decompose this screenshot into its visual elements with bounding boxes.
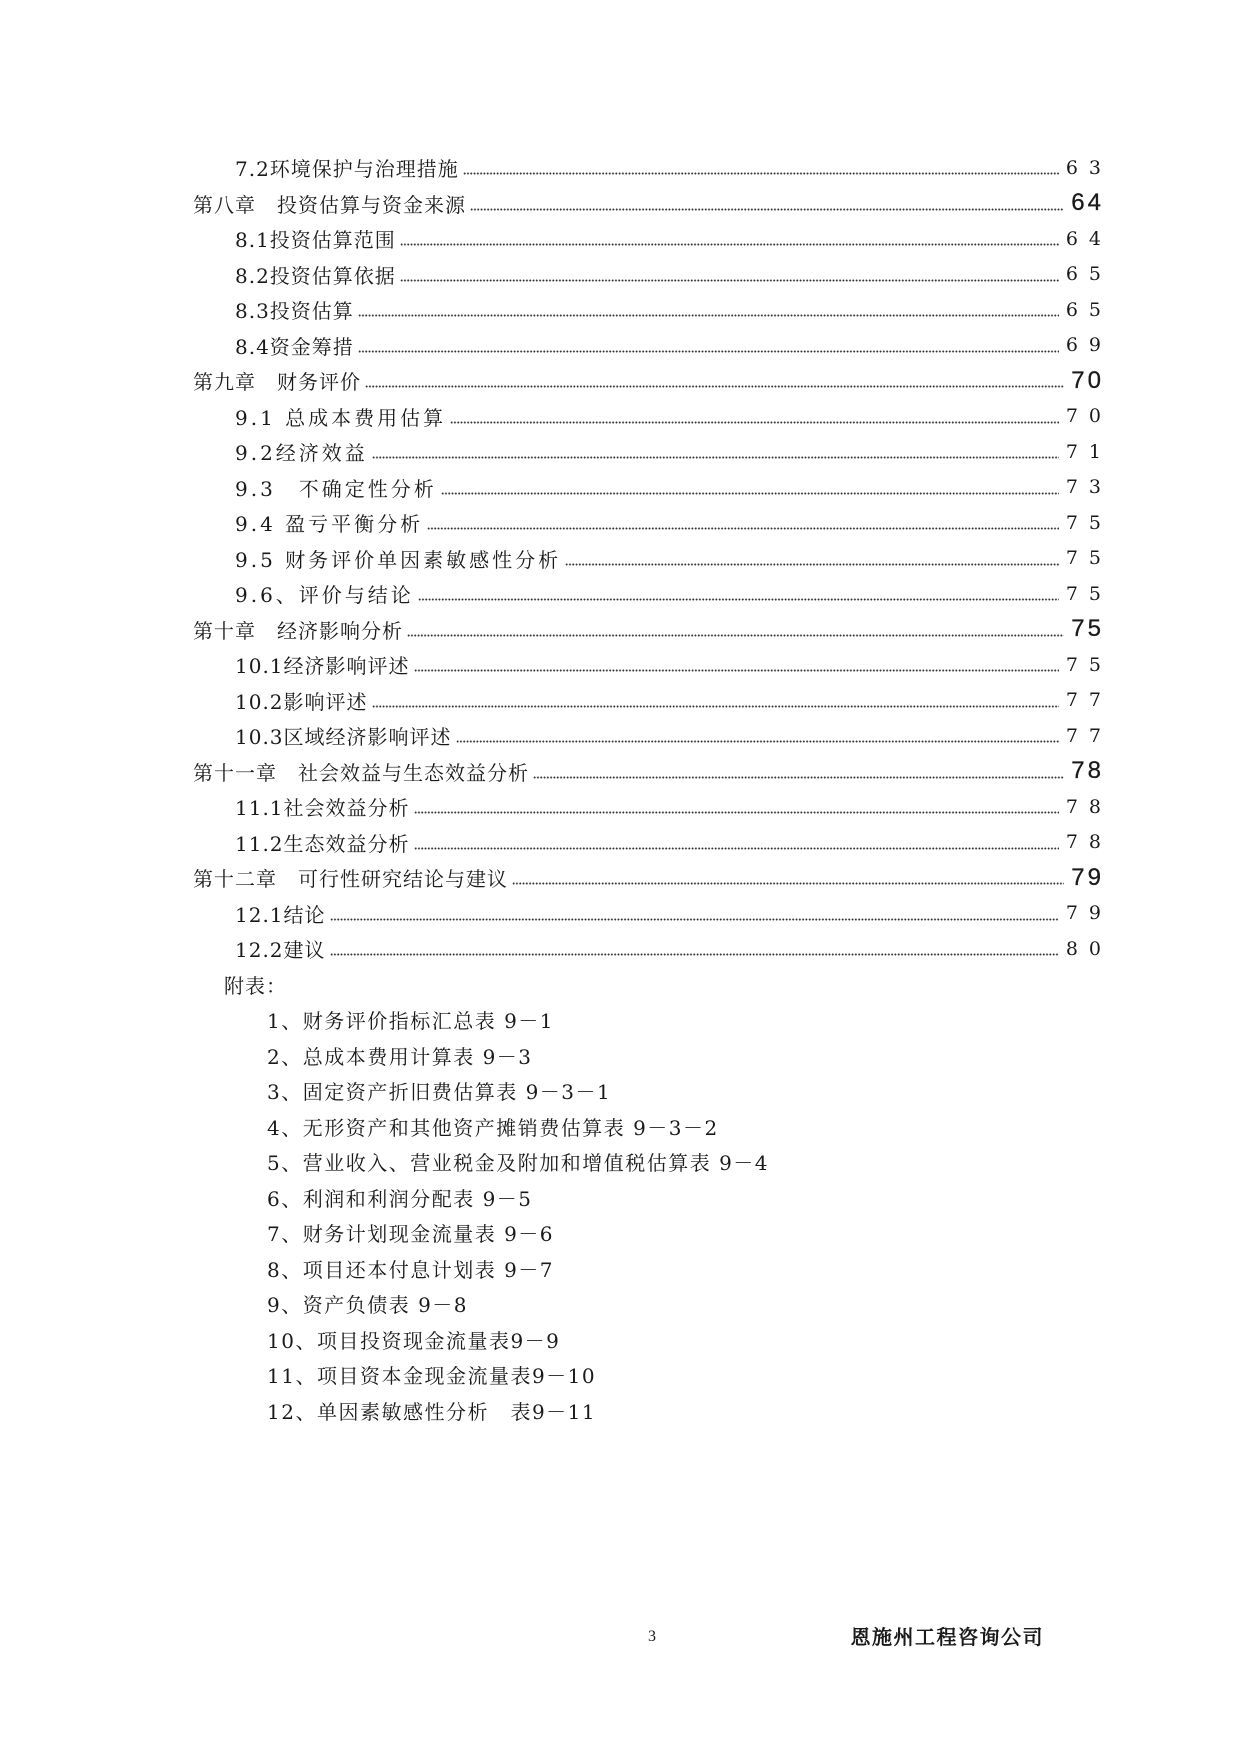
toc-page-number: 69 [1065, 334, 1112, 357]
dot-leader [358, 350, 1059, 353]
toc-entry-section [193, 257, 1112, 293]
toc-entry-section [193, 541, 1112, 577]
dot-leader [418, 598, 1059, 601]
toc-entry-title: 第十章 经济影响分析 [193, 618, 403, 643]
toc-entry-title: 10.3区域经济影响评述 [235, 725, 452, 750]
toc-entry-title: 8.4资金筹措 [235, 334, 354, 359]
toc-entry-section [193, 718, 1112, 754]
dot-leader [427, 527, 1059, 530]
toc-page-number: 70 [1071, 366, 1104, 394]
toc-entry-title: 9.1 总成本费用估算 [235, 405, 447, 430]
toc-page-number: 79 [1065, 902, 1112, 925]
appendix-item: 1、财务评价指标汇总表 9－1 [267, 1009, 555, 1034]
toc-entry-title: 12.1结论 [235, 902, 326, 927]
toc-entry-title: 第十二章 可行性研究结论与建议 [193, 867, 508, 892]
appendix-item: 2、总成本费用计算表 9－3 [267, 1044, 533, 1069]
toc-page-number: 78 [1065, 795, 1112, 818]
toc-entry-title: 9.3 不确定性分析 [235, 476, 437, 501]
dot-leader [414, 811, 1059, 814]
dot-leader [470, 208, 1064, 211]
appendix-item: 6、利润和利润分配表 9－5 [267, 1186, 533, 1211]
toc-entry-section [193, 328, 1112, 364]
appendix-item: 4、无形资产和其他资产摊销费估算表 9－3－2 [267, 1115, 719, 1140]
dot-leader [358, 314, 1059, 317]
toc-entry-title: 第九章 财务评价 [193, 370, 361, 395]
toc-entry-section [193, 896, 1112, 932]
appendix-item: 11、项目资本金现金流量表9－10 [267, 1364, 597, 1389]
toc-entry-title: 10.1经济影响评述 [235, 654, 410, 679]
toc-entry-title: 11.2生态效益分析 [235, 831, 410, 856]
appendix-heading: 附表： [224, 973, 287, 998]
dot-leader [330, 953, 1059, 956]
footer-company-name: 恩施州工程咨询公司 [850, 1625, 1044, 1649]
toc-entry-title: 第八章 投资估算与资金来源 [193, 192, 466, 217]
toc-entry-chapter [193, 612, 1104, 648]
toc-entry-title: 11.1社会效益分析 [235, 796, 410, 821]
toc-entry-section [193, 505, 1112, 541]
toc-page-number: 75 [1065, 511, 1112, 534]
toc-page-number: 65 [1065, 263, 1112, 286]
toc-page-number: 63 [1065, 156, 1112, 179]
toc-page-number: 64 [1071, 189, 1104, 217]
toc-entry-title: 7.2环境保护与治理措施 [235, 157, 459, 182]
toc-entry-section [193, 150, 1112, 186]
dot-leader [441, 492, 1059, 495]
toc-page-number: 73 [1065, 476, 1112, 499]
dot-leader [414, 847, 1059, 850]
appendix-item: 8、项目还本付息计划表 9－7 [267, 1257, 555, 1282]
dot-leader [330, 918, 1059, 921]
toc-entry-section [193, 434, 1112, 470]
toc-entry-title: 第十一章 社会效益与生态效益分析 [193, 760, 529, 785]
dot-leader [565, 563, 1059, 566]
toc-page-number: 70 [1065, 405, 1112, 428]
appendix-item: 9、资产负债表 9－8 [267, 1293, 469, 1318]
appendix-item: 10、项目投资现金流量表9－9 [267, 1328, 561, 1353]
toc-entry-section [193, 931, 1112, 967]
toc-entry-section [193, 647, 1112, 683]
toc-entry-title: 9.6、评价与结论 [235, 583, 414, 608]
dot-leader [463, 172, 1059, 175]
toc-entry-title: 8.1投资估算范围 [235, 228, 396, 253]
toc-entry-chapter [193, 186, 1104, 222]
dot-leader [400, 243, 1059, 246]
toc-page-number: 80 [1065, 937, 1112, 960]
dot-leader [456, 740, 1059, 743]
dot-leader [365, 385, 1064, 388]
toc-page-number: 64 [1065, 227, 1112, 250]
toc-entry-title: 9.2经济效益 [235, 441, 368, 466]
toc-entry-section [193, 789, 1112, 825]
appendix-item: 7、财务计划现金流量表 9－6 [267, 1222, 555, 1247]
dot-leader [400, 279, 1059, 282]
toc-entry-section [193, 470, 1112, 506]
dot-leader [414, 669, 1059, 672]
toc-entry-title: 10.2影响评述 [235, 689, 368, 714]
toc-entry-title: 9.5 财务评价单因素敏感性分析 [235, 547, 562, 572]
toc-page-number: 79 [1071, 863, 1104, 891]
footer-page-number: 3 [648, 1628, 656, 1645]
toc-entry-chapter [193, 860, 1104, 896]
appendix-item: 5、营业收入、营业税金及附加和增值税估算表 9－4 [267, 1151, 770, 1176]
toc-entry-section [193, 825, 1112, 861]
table-of-contents [193, 150, 1112, 1428]
dot-leader [450, 421, 1059, 424]
dot-leader [407, 634, 1064, 637]
toc-entry-section [193, 683, 1112, 719]
toc-entry-chapter [193, 363, 1104, 399]
toc-page-number: 78 [1065, 831, 1112, 854]
appendix-item: 3、固定资产折旧费估算表 9－3－1 [267, 1080, 612, 1105]
toc-entry-section [193, 399, 1112, 435]
toc-entry-section [193, 576, 1112, 612]
toc-page-number: 65 [1065, 298, 1112, 321]
toc-page-number: 77 [1065, 724, 1112, 747]
toc-entry-chapter [193, 754, 1104, 790]
toc-entry-section [193, 221, 1112, 257]
dot-leader [372, 456, 1059, 459]
toc-page-number: 75 [1065, 547, 1112, 570]
dot-leader [512, 882, 1064, 885]
toc-page-number: 75 [1065, 653, 1112, 676]
toc-entry-title: 9.4 盈亏平衡分析 [235, 512, 424, 537]
toc-entry-title: 12.2建议 [235, 938, 326, 963]
toc-entry-title: 8.3投资估算 [235, 299, 354, 324]
toc-page-number: 75 [1071, 615, 1104, 643]
dot-leader [533, 776, 1064, 779]
toc-entry-title: 8.2投资估算依据 [235, 263, 396, 288]
appendix-item: 12、单因素敏感性分析 表9－11 [267, 1399, 597, 1424]
toc-page-number: 71 [1065, 440, 1112, 463]
toc-page-number: 78 [1071, 757, 1104, 785]
toc-page-number: 77 [1065, 689, 1112, 712]
dot-leader [372, 705, 1059, 708]
toc-entry-section [193, 292, 1112, 328]
toc-page-number: 75 [1065, 582, 1112, 605]
